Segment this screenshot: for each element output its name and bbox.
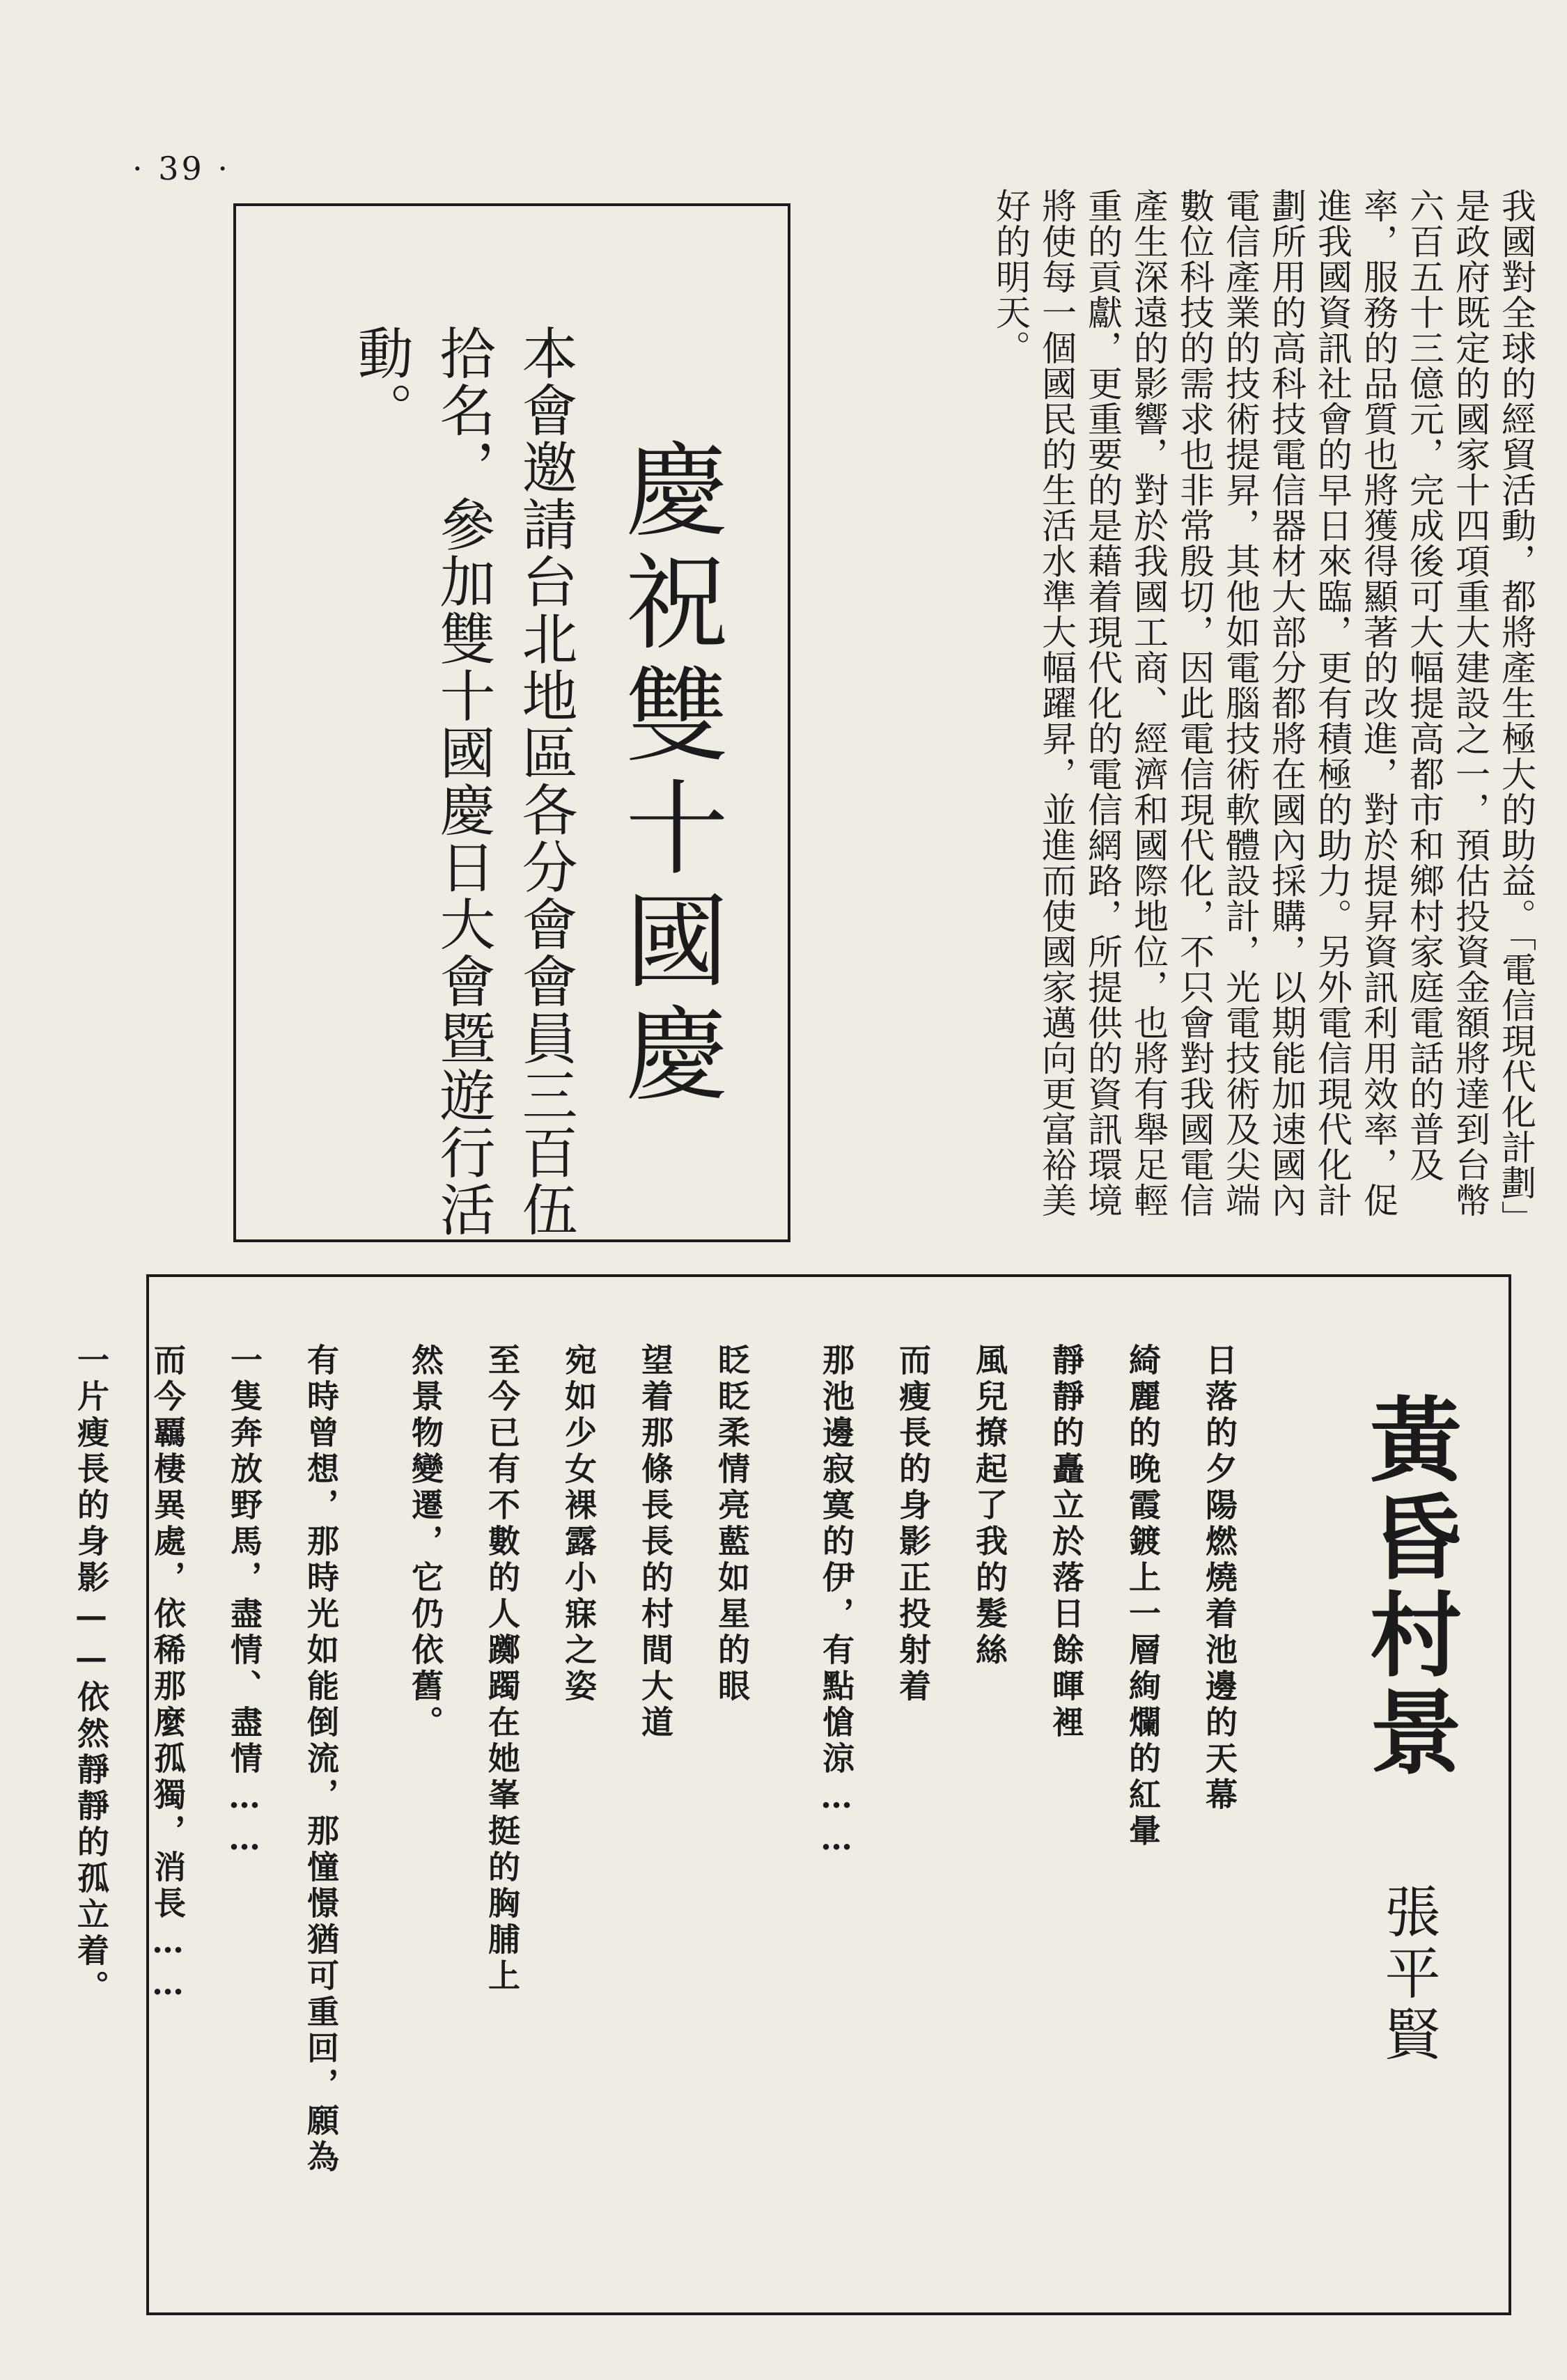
poem-line: 日落的夕陽燃燒着池邊的天幕 (1201, 1343, 1238, 1814)
poem-line: 有時曾想，那時光如能倒流，那憧憬猶可重回，願為 (302, 1343, 340, 2176)
poem-line: 宛如少女裸露小寐之姿 (560, 1343, 598, 1705)
notice-box (233, 203, 790, 1242)
poem-line: 風兒撩起了我的髮絲 (971, 1343, 1008, 1669)
top-article: 我國對全球的經貿活動，都將產生極大的助益。「電信現代化計劃」是政府既定的國家十四項重大建設之一，預估投資金額將達到台幣六百五十三億元，完成後可大幅提高都市和鄉村家庭電話的普及率，服務的品質也將獲得顯著的改進，對於提昇資訊利用效率，促進我國資訊社會的早日來臨，更有積極的助力。另外電信現代化計劃所用的高科技電信器材大部分都將在國內採購，以期能加速國內電信產業的技術提昇，其他如電腦技術軟體設計，光電技術及尖端數位科技的需求也非常殷切，因此電信現代化，不只會對我國電信產生深遠的影響，對於我國工商、經濟和國際地位，也將有舉足輕重的貢獻，更重要的是藉着現代化的電信網路，所提供的資訊環境將使每一個國民的生活水準大幅躍昇，並進而使國家邁向更富裕美好的明天。 (990, 188, 1536, 1219)
notice-title: 慶祝雙十國慶 (609, 436, 728, 1113)
poem-title: 黃昏村景 (1354, 1392, 1461, 1782)
poem-line: 一片瘦長的身影——依然靜靜的孤立着。 (72, 1343, 110, 2006)
notice-body: 本會邀請台北地區各分會會員三百伍拾名，參加雙十國慶日大會暨遊行活動。 (348, 324, 577, 1238)
poem-line: 而今覊棲異處，依稀那麼孤獨，消長…… (149, 1343, 187, 2006)
poem-line: 而瘦長的身影正投射着 (894, 1343, 932, 1705)
stanza-gap (359, 1343, 387, 2304)
poem-line: 望着那條長長的村間大道 (637, 1343, 674, 1741)
poem-line: 至今已有不數的人躑躅在她峯挺的胸脯上 (483, 1343, 521, 1995)
poem-line: 眨眨柔情亮藍如星的眼 (713, 1343, 751, 1705)
stanza-gap (770, 1343, 798, 2304)
poem-author: 張平賢 (1375, 1883, 1440, 2067)
poem-line: 然景物變遷，它仍依舊。 (407, 1343, 444, 1741)
poem-line: 綺麗的晚霞鍍上一層絢爛的紅暈 (1124, 1343, 1162, 1850)
poem-line: 那池邊寂寞的伊，有點愴涼…… (818, 1343, 855, 1861)
poem-line: 一隻奔放野馬，盡情、盡情…… (226, 1343, 263, 1861)
poem-line: 靜靜的矗立於落日餘暉裡 (1047, 1343, 1085, 1741)
poem-box (72, 1274, 1511, 2315)
page-number: · 39 · (132, 150, 231, 187)
poem-body (53, 1343, 1258, 2304)
